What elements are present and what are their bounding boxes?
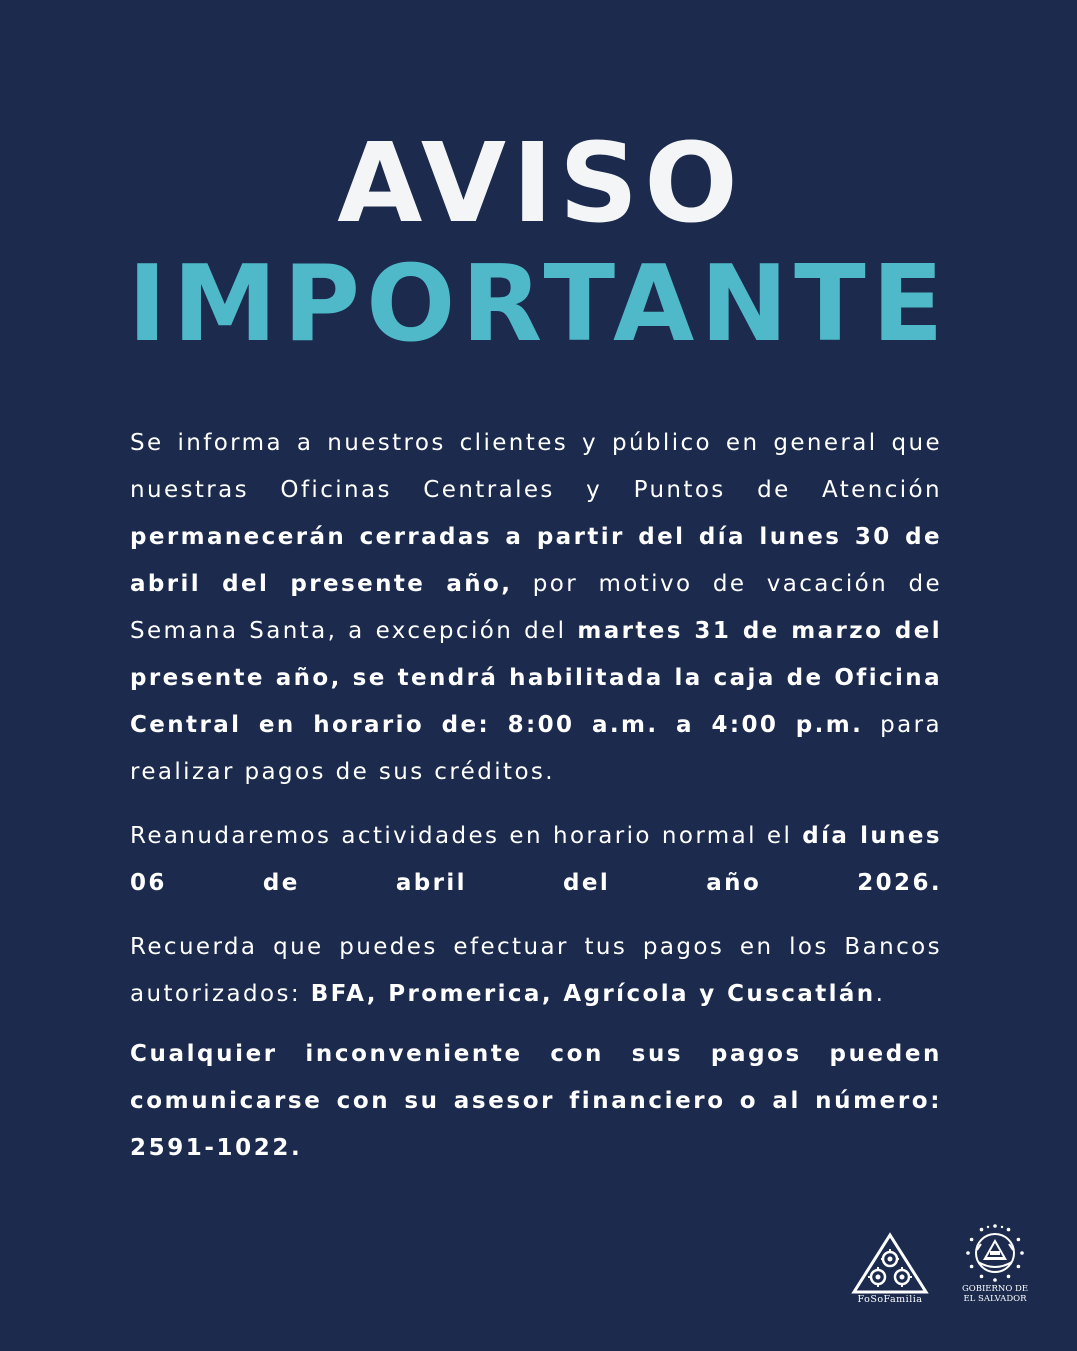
- footer-logos: [845, 1222, 1045, 1317]
- title-aviso: AVISO: [337, 119, 744, 247]
- paragraph-contact-bold: Cualquier inconveniente con sus pagos pueden comunicarse con su asesor financiero o al número: 2591-1022.: [130, 1041, 942, 1161]
- title-importante: IMPORTANTE: [127, 243, 950, 365]
- fosofamilia-emblem-icon: [850, 1232, 930, 1294]
- fosofamilia-label: FoSoFamilia: [857, 1294, 923, 1305]
- paragraph-closure-bold-2: martes 31 de marzo del presente año, se tendrá habilitada la caja de Oficina Central en horario de: 8:00 a.m. a 4:00 p.m.: [130, 618, 943, 738]
- paragraph-resume-bold: día lunes 06 de abril del año 2026.: [130, 823, 942, 896]
- paragraph-banks-text-2: .: [875, 981, 886, 1007]
- paragraph-resume: [130, 813, 942, 907]
- gobierno-label-line1: GOBIERNO DE: [961, 1284, 1029, 1294]
- gobierno-label-line2: EL SALVADOR: [963, 1294, 1027, 1304]
- el-salvador-seal-icon: [964, 1222, 1026, 1284]
- title-block: [0, 118, 1077, 365]
- paragraph-closure-text-2: por motivo de vacación de Semana Santa, a excepción del: [130, 571, 943, 644]
- paragraph-contact: [130, 1031, 942, 1172]
- paragraph-resume-text: Reanudaremos actividades en horario normal el: [130, 823, 803, 849]
- paragraph-banks-text-1: Recuerda que puedes efectuar tus pagos en los Bancos autorizados:: [130, 934, 942, 1007]
- fosofamilia-logo: [845, 1232, 935, 1312]
- notice-body: [130, 420, 942, 1172]
- paragraph-closure-text-1: Se informa a nuestros clientes y público en general que nuestras Oficinas Centrales y Puntos de Atención: [130, 430, 942, 503]
- paragraph-banks-bold: BFA, Promerica, Agrícola y Cuscatlán: [310, 981, 876, 1007]
- gobierno-el-salvador-logo: [955, 1222, 1035, 1317]
- paragraph-banks: [130, 924, 942, 1018]
- paragraph-closure-bold-1: permanecerán cerradas a partir del día lunes 30 de abril del presente año,: [130, 524, 942, 597]
- paragraph-closure: [130, 420, 942, 796]
- paragraph-closure-text-3: para realizar pagos de sus créditos.: [130, 712, 943, 785]
